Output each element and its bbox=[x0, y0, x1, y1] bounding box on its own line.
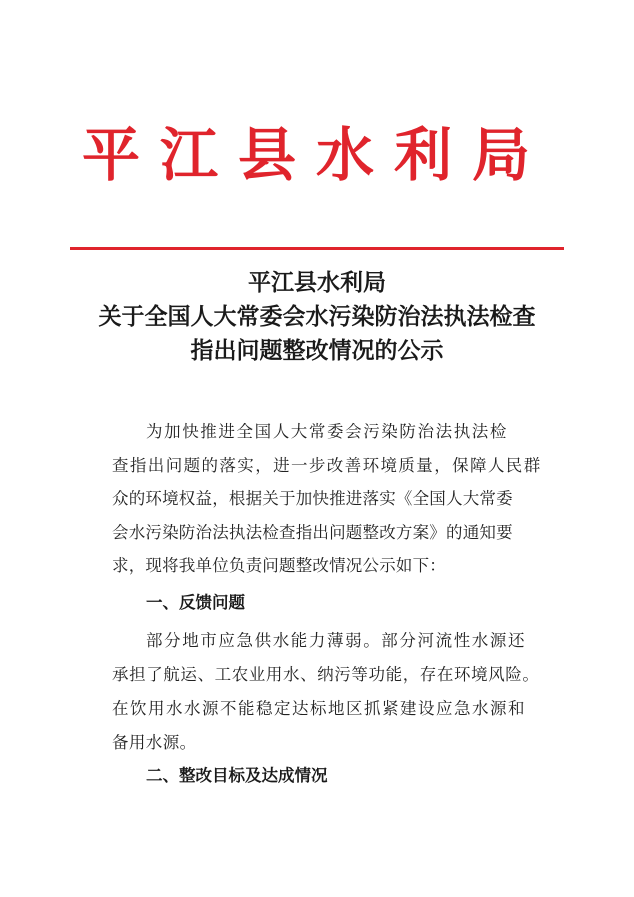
title-line-2: 关于全国人大常委会水污染防治法执法检查 bbox=[98, 303, 536, 330]
title-line-1: 平江县水利局 bbox=[248, 269, 386, 296]
section-1-paragraph bbox=[112, 624, 540, 760]
intro-line: 众的环境权益，根据关于加快推进落实《全国人大常委 bbox=[112, 489, 513, 508]
red-divider-line bbox=[70, 247, 564, 250]
intro-line: 会水污染防治法执法检查指出问题整改方案》的通知要 bbox=[112, 522, 513, 542]
section-1-heading: 一、反馈问题 bbox=[146, 593, 245, 612]
section-1-line: 备用水源。 bbox=[112, 733, 197, 752]
masthead-title: 平江县水利局 bbox=[81, 121, 550, 189]
section-1-line: 部分地市应急供水能力薄弱。部分河流性水源还 bbox=[146, 631, 527, 650]
intro-line: 求，现将我单位负责问题整改情况公示如下： bbox=[112, 556, 446, 575]
intro-line: 查指出问题的落实，进一步改善环境质量，保障人民群 bbox=[112, 455, 542, 475]
section-2-heading: 二、整改目标及达成情况 bbox=[146, 766, 328, 785]
section-1-line: 承担了航运、工农业用水、纳污等功能，存在环境风险。 bbox=[112, 665, 540, 684]
intro-line: 为加快推进全国人大常委会污染防治法执法检 bbox=[146, 422, 508, 441]
section-1-line: 在饮用水水源不能稳定达标地区抓紧建设应急水源和 bbox=[112, 699, 526, 718]
intro-paragraph bbox=[112, 415, 542, 583]
title-line-3: 指出问题整改情况的公示 bbox=[190, 337, 444, 364]
document-title bbox=[60, 266, 574, 368]
